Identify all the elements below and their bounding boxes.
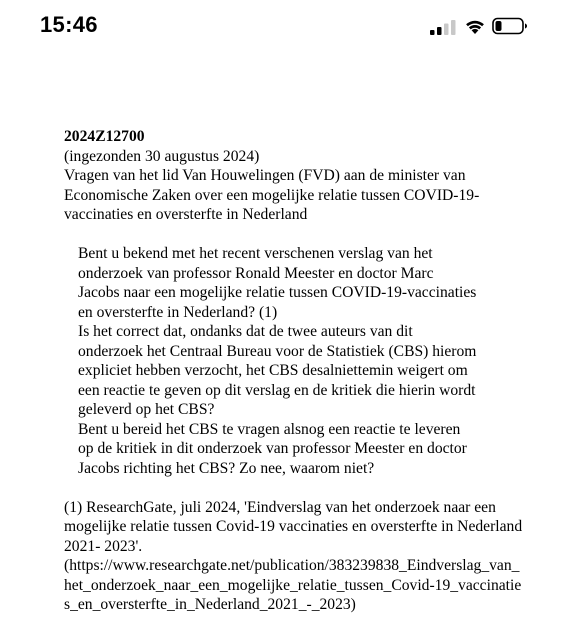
cellular-signal-icon [430,19,456,35]
document-id: 2024Z12700 [64,128,145,145]
question-1: Bent u bekend met het recent verschenen verslag van het onderzoek van professor Ronald Meester en doctor Marc Jacobs naar een mogelijke relatie tussen COVID-19-vaccinaties en oversterfte in Nederland? (1) [78,245,477,321]
footnote-text: (1) ResearchGate, juli 2024, 'Eindverslag van het onderzoek naar een mogelijke relatie tussen Covid-19 vaccinaties en oversterfte in Nederland 2021- 2023'. [64,498,523,555]
question-2: Is het correct dat, ondanks dat de twee auteurs van dit onderzoek het Centraal Bureau voor de Statistiek (CBS) hierom expliciet hebben verzocht, het CBS desalniettemin weigert om een reactie te geven op dit verslag en de kritiek die hierin wordt geleverd op het CBS? [78,323,477,418]
question-list [78,244,478,478]
status-bar [0,0,563,54]
document-body [64,127,524,615]
status-time: 15:46 [40,12,98,37]
document-intro: Vragen van het lid Van Houwelingen (FVD) aan de minister van Economische Zaken over een mogelijke relatie tussen COVID-19-vaccinaties en oversterfte in Nederland [64,167,480,223]
battery-icon [492,17,528,35]
footnote [64,498,524,615]
footnote-url: (https://www.researchgate.net/publication/383239838_Eindverslag_van_het_onderzoek_naar_een_mogelijke_relatie_tussen_Covid-19_vaccinaties_en_oversterfte_in_Nederland_2021_-_2023) [64,557,522,613]
submission-date: (ingezonden 30 augustus 2024) [64,147,260,165]
question-3: Bent u bereid het CBS te vragen alsnog een reactie te leveren op de kritiek in dit onderzoek van professor Meester en doctor Jacobs richting het CBS? Zo nee, waarom niet? [78,420,467,477]
wifi-icon [464,17,486,35]
